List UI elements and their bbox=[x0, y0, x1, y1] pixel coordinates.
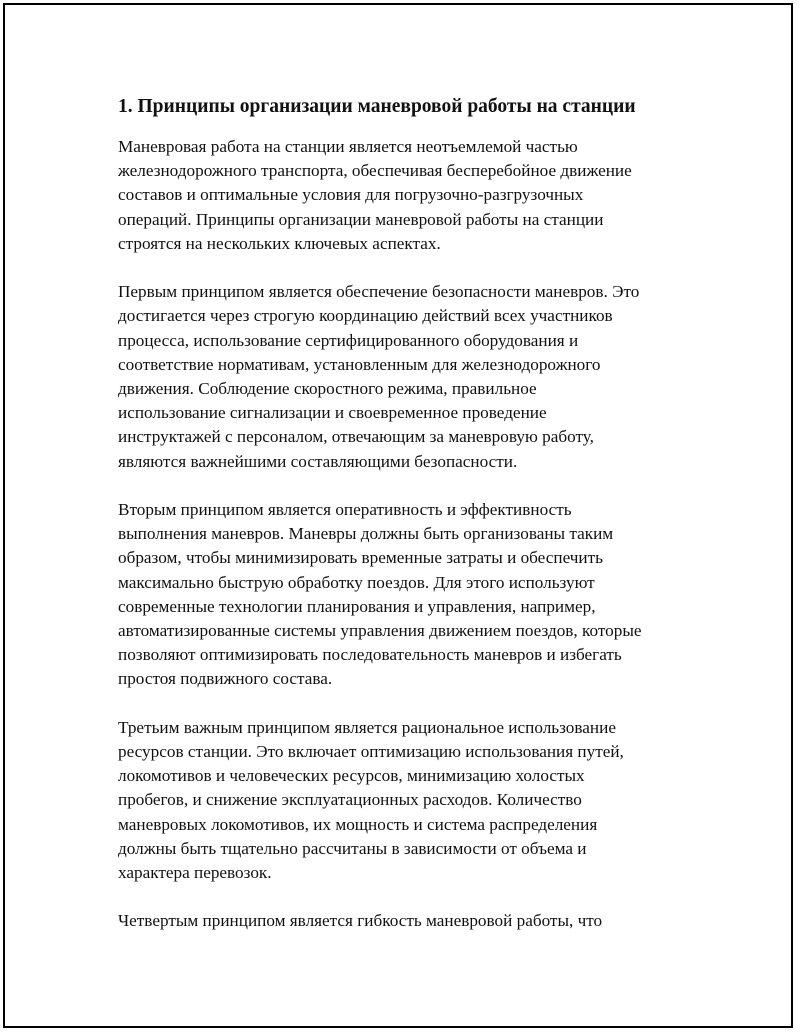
text-line: соответствие нормативам, установленным для железнодорожного bbox=[118, 354, 601, 374]
text-line: локомотивов и человеческих ресурсов, минимизацию холостых bbox=[118, 766, 585, 786]
text-line: движения. Соблюдение скоростного режима, правильное bbox=[118, 379, 537, 399]
text-line: являются важнейшими составляющими безопасности. bbox=[118, 451, 518, 471]
text-line: строятся на нескольких ключевых аспектах. bbox=[118, 233, 441, 253]
text-line: достигается через строгую координацию действий всех участников bbox=[118, 306, 613, 326]
text-line: Вторым принципом является оперативность и эффективность bbox=[118, 500, 572, 520]
text-line: характера перевозок. bbox=[118, 863, 272, 883]
text-line: максимально быструю обработку поездов. Для этого используют bbox=[118, 572, 595, 592]
text-line: выполнения маневров. Маневры должны быть организованы таким bbox=[118, 524, 614, 544]
text-line: образом, чтобы минимизировать временные затраты и обеспечить bbox=[118, 548, 603, 568]
text-line: ресурсов станции. Это включает оптимизацию использования путей, bbox=[118, 742, 624, 762]
paragraph-3 bbox=[118, 498, 693, 692]
text-line: автоматизированные системы управления движением поездов, которые bbox=[118, 621, 642, 641]
paragraph-5 bbox=[118, 909, 693, 933]
text-line: маневровых локомотивов, их мощность и система распределения bbox=[118, 814, 598, 834]
text-line: железнодорожного транспорта, обеспечивая бесперебойное движение bbox=[118, 161, 632, 181]
text-line: Четвертым принципом является гибкость маневровой работы, что bbox=[118, 911, 603, 931]
text-line: современные технологии планирования и управления, например, bbox=[118, 596, 596, 616]
text-line: Маневровая работа на станции является неотъемлемой частью bbox=[118, 137, 578, 156]
text-line: инструктажей с персоналом, отвечающим за маневровую работу, bbox=[118, 427, 594, 447]
text-line: позволяют оптимизировать последовательность маневров и избегать bbox=[118, 645, 622, 665]
text-line: Первым принципом является обеспечение безопасности маневров. Это bbox=[118, 282, 640, 302]
text-line: пробегов, и снижение эксплуатационных расходов. Количество bbox=[118, 790, 582, 810]
text-line: операций. Принципы организации маневровой работы на станции bbox=[118, 209, 604, 229]
text-line: должны быть тщательно рассчитаны в зависимости от объема и bbox=[118, 838, 587, 858]
text-line: простоя подвижного состава. bbox=[118, 669, 333, 689]
text-line: составов и оптимальные условия для погрузочно-разгрузочных bbox=[118, 185, 584, 205]
paragraph-2 bbox=[118, 280, 693, 474]
document-body bbox=[118, 92, 693, 958]
text-line: использование сигнализации и своевременное проведение bbox=[118, 403, 547, 423]
text-line: Третьим важным принципом является рациональное использование bbox=[118, 717, 616, 737]
paragraph-1 bbox=[118, 135, 693, 256]
section-heading: 1. Принципы организации маневровой работы на станции bbox=[118, 96, 636, 117]
paragraph-4 bbox=[118, 716, 693, 885]
text-line: процесса, использование сертифицированного оборудования и bbox=[118, 330, 579, 350]
